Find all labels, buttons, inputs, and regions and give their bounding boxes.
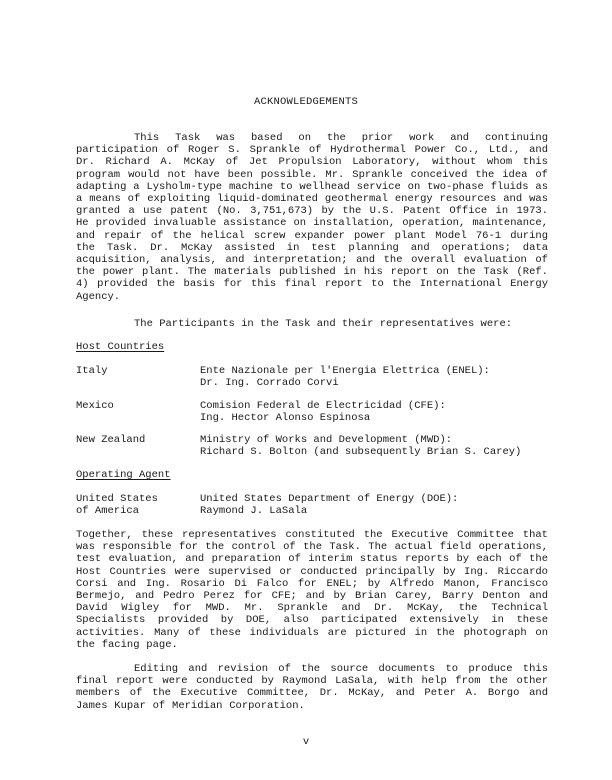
operating-agent-country xyxy=(76,493,196,517)
entity-representative: Dr. Ing. Corrado Corvi xyxy=(200,377,339,390)
paragraph-editing-text: Editing and revision of the source documents to produce this final report were conducted by Raymond LaSala, with help from the other members of the Executive Committee, Dr. McKay, and Peter A. Borgo and James Kupar of Meridian Corporation. xyxy=(76,663,548,712)
host-countries-heading: Host Countries xyxy=(76,341,165,353)
host-country-entity xyxy=(200,400,556,424)
paragraph-executive-committee-text: Together, these representatives constituted the Executive Committee that was responsible for the control of the Task. The actual field operations, test evaluation, and preparation of interim status reports by each of the Host Countries were supervised or conducted principally by Ing. Riccardo Corsi and Ing. Rosario Di Falco for ENEL; by Alfredo Manon, Francisco Bermejo, and Pedro Perez for CFE; and by Brian Carey, Barry Denton and David Wigley for MWD. Mr. Sprankle and Dr. McKay, the Technical Specialists provided by DOE, also participated extensively in these activities. Many of these individuals are pictured in the photograph on the facing page. xyxy=(76,529,548,651)
paragraph-editing xyxy=(76,663,548,712)
entity-organization: United States Department of Energy (DOE): xyxy=(200,493,459,505)
host-country-name: Mexico xyxy=(76,400,114,412)
page-title: ACKNOWLEDGEMENTS xyxy=(253,96,359,108)
page-number: v xyxy=(302,736,310,748)
operating-agent-heading: Operating Agent xyxy=(76,469,171,481)
host-country-entity xyxy=(200,434,556,458)
country-line: of America xyxy=(76,505,140,518)
entity-representative: Richard S. Bolton (and subsequently Brian S. Carey) xyxy=(200,446,522,459)
paragraph-task-background-text: This Task was based on the prior work and continuing participation of Roger S. Sprankle of Hydrothermal Power Co., Ltd., and Dr. Richard A. McKay of Jet Propulsion Laboratory, without whom this program would not have been possible. Mr. Sprankle conceived the idea of adapting a Lysholm-type machine to wellhead service on two-phase fluids as a means of exploiting liquid-dominated geothermal energy resources and was granted a use patent (No. 3,751,673) by the U.S. Patent Office in 1973. He provided invaluable assistance on installation, operation, maintenance, and repair of the helical screw expander power plant Model 76-1 during the Task. Dr. McKay assisted in test planning and operations; data acquisition, analysis, and interpretation; and the overall evaluation of the power plant. The materials published in his report on the Task (Ref. 4) provided the basis for this final report to the International Energy Agency. xyxy=(76,132,548,303)
entity-organization: Comision Federal de Electricidad (CFE): xyxy=(200,400,446,412)
paragraph-task-background xyxy=(76,132,548,303)
entity-organization: Ministry of Works and Development (MWD): xyxy=(200,434,453,446)
operating-agent-entity xyxy=(200,493,556,517)
country-line: United States xyxy=(76,493,158,505)
host-country-entity xyxy=(200,365,556,389)
host-country-name: New Zealand xyxy=(76,434,146,446)
entity-representative: Raymond J. LaSala xyxy=(200,505,308,518)
participants-intro: The Participants in the Task and their representatives were: xyxy=(134,318,513,330)
entity-organization: Ente Nazionale per l'Energia Elettrica (ENEL): xyxy=(200,365,490,377)
host-country-name: Italy xyxy=(76,365,108,377)
paragraph-executive-committee xyxy=(76,529,548,651)
entity-representative: Ing. Hector Alonso Espinosa xyxy=(200,412,371,425)
